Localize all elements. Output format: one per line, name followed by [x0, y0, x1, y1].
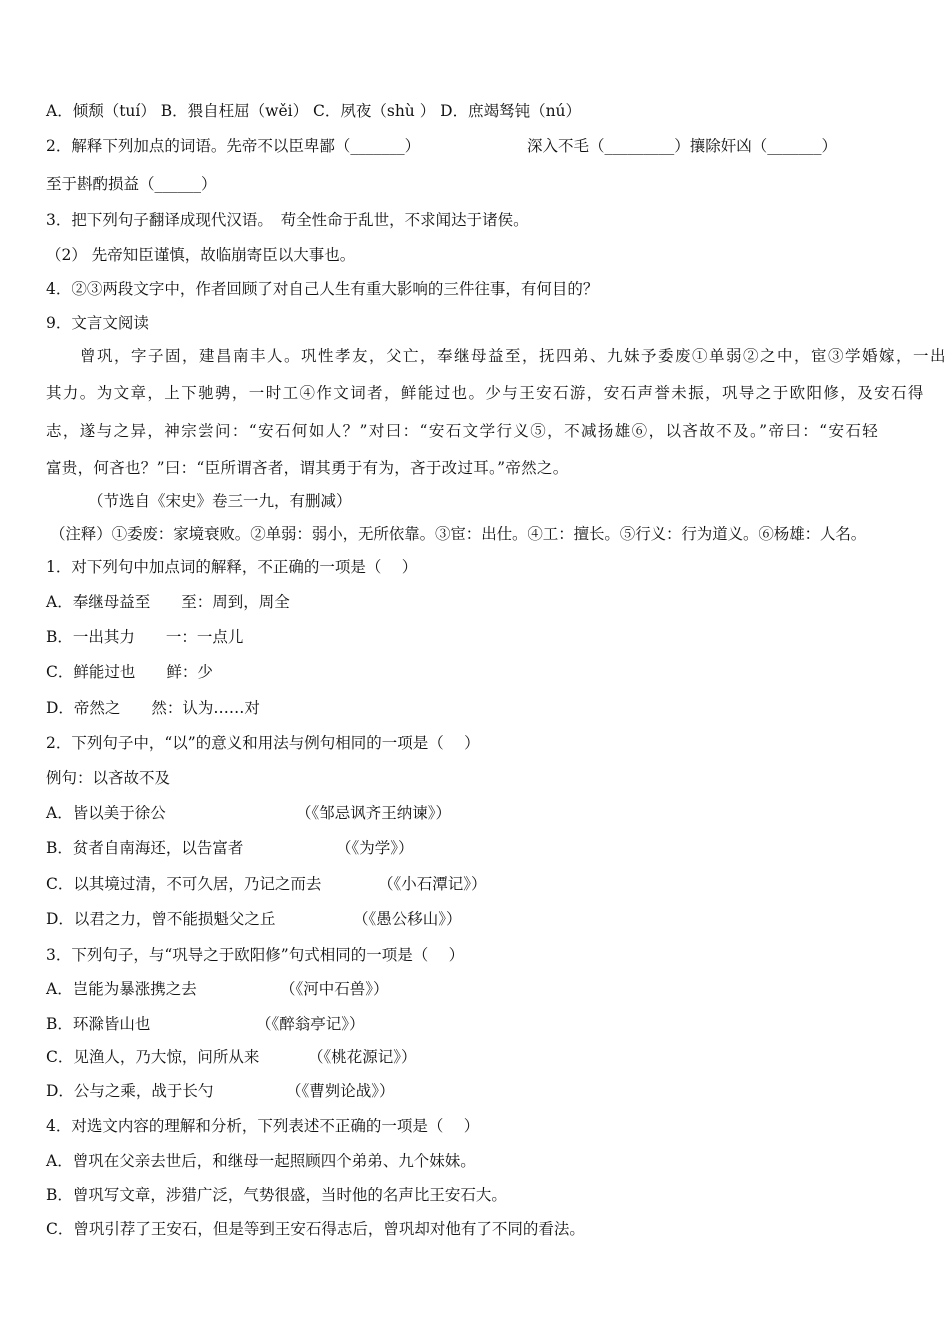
mc3-option-c	[46, 1047, 417, 1067]
q4-question: 4．②③两段文字中，作者回顾了对自己人生有重大影响的三件往事，有何目的？	[46, 280, 599, 298]
mc2-option-a-text: A．皆以美于徐公	[46, 804, 166, 822]
passage-line-1: 曾巩，字子固，建昌南丰人。巩性孝友，父亡，奉继母益至，抚四弟、九妹予委废①单弱②之中，宦③学婚嫁，一出	[80, 347, 948, 365]
mc2-option-d	[46, 909, 462, 929]
mc3-option-c-text: C．见渔人，乃大惊，问所从来	[46, 1048, 260, 1066]
passage-line-2: 其力。为文章，上下驰骋，一时工④作文词者，鲜能过也。少与王安石游，安石声誉未振，巩导之于欧阳修，及安石得	[46, 384, 925, 402]
mc2-option-a-source: （《邹忌讽齐王纳谏》）	[296, 804, 452, 822]
mc4-option-b: B．曾巩写文章，涉猎广泛，气势很盛，当时他的名声比王安石大。	[46, 1186, 507, 1204]
mc4-stem: 4．对选文内容的理解和分析，下列表述不正确的一项是（ ）	[46, 1117, 480, 1135]
mc3-option-a	[46, 979, 389, 999]
mc2-option-c	[46, 874, 487, 894]
mc1-stem: 1．对下列句中加点词的解释，不正确的一项是（ ）	[46, 558, 418, 576]
mc2-option-c-text: C．以其境过清，不可久居，乃记之而去	[46, 875, 322, 893]
mc2-stem: 2．下列句子中，“以”的意义和用法与例句相同的一项是（ ）	[46, 734, 480, 752]
q3-translate-line1: 3．把下列句子翻译成现代汉语。 苟全性命于乱世，不求闻达于诸侯。	[46, 211, 529, 229]
mc2-option-d-source: （《愚公移山》）	[353, 910, 462, 928]
mc2-example: 例句：以吝故不及	[46, 769, 171, 787]
mc2-option-b-source: （《为学》）	[336, 839, 414, 857]
mc3-stem: 3．下列句子，与“巩导之于欧阳修”句式相同的一项是（ ）	[46, 946, 465, 964]
mc3-option-d	[46, 1081, 395, 1101]
mc1-option-c: C．鲜能过也 鲜：少	[46, 663, 213, 681]
q2-vocab-line	[46, 136, 838, 156]
mc2-option-b	[46, 838, 414, 858]
mc4-option-a: A．曾巩在父亲去世后，和继母一起照顾四个弟弟、九个妹妹。	[46, 1152, 476, 1170]
mc3-option-d-source: （《曹刿论战》）	[286, 1082, 395, 1100]
mc3-option-a-source: （《河中石兽》）	[280, 980, 389, 998]
mc2-option-b-text: B．贫者自南海还，以告富者	[46, 839, 244, 857]
mc2-option-a	[46, 803, 452, 823]
q3-translate-line2: （2） 先帝知臣谨慎，故临崩寄臣以大事也。	[46, 246, 356, 264]
passage-line-3: 志，遂与之异，神宗尝问：“安石何如人？”对曰：“安石文学行义⑤，不减扬雄⑥，以吝故不及。”帝曰：“安石轻	[46, 422, 880, 440]
mc4-option-c: C．曾巩引荐了王安石，但是等到王安石得志后，曾巩却对他有了不同的看法。	[46, 1220, 585, 1238]
top-options-line: A．倾颓（tuí） B．猥自枉屈（wěi） C．夙夜（shù ） D．庶竭驽钝（nú）	[46, 102, 582, 120]
passage-source: （节选自《宋史》卷三一九，有删减）	[88, 492, 352, 510]
mc3-option-c-source: （《桃花源记》）	[308, 1048, 417, 1066]
mc3-option-b-source: （《醉翁亭记》）	[256, 1015, 365, 1033]
q2-vocab-part-a: 2．解释下列加点的词语。先帝不以臣卑鄙（_______）	[46, 137, 421, 155]
passage-line-4: 富贵，何吝也？”曰：“臣所谓吝者，谓其勇于有为，吝于改过耳。”帝然之。	[46, 459, 569, 477]
mc3-option-a-text: A．岂能为暴涨携之去	[46, 980, 197, 998]
mc3-option-d-text: D．公与之乘，战于长勺	[46, 1082, 214, 1100]
mc3-option-b	[46, 1014, 365, 1034]
mc2-option-c-source: （《小石潭记》）	[378, 875, 487, 893]
section-9-title: 9．文言文阅读	[46, 314, 149, 332]
mc1-option-a: A．奉继母益至 至：周到，周全	[46, 593, 290, 611]
mc2-option-d-text: D．以君之力，曾不能损魁父之丘	[46, 910, 276, 928]
q2-vocab-part-c: 至于斟酌损益（______）	[46, 175, 217, 193]
mc1-option-d: D．帝然之 然：认为……对	[46, 699, 260, 717]
q2-vocab-part-b: 深入不毛（_________）攘除奸凶（_______）	[527, 137, 838, 155]
passage-notes: （注释）①委废：家境衰败。②单弱：弱小，无所依靠。③宦：出仕。④工：擅长。⑤行义：行为道义。⑥杨雄：人名。	[50, 525, 867, 543]
mc3-option-b-text: B．环滁皆山也	[46, 1015, 151, 1033]
mc1-option-b: B．一出其力 一：一点儿	[46, 628, 244, 646]
